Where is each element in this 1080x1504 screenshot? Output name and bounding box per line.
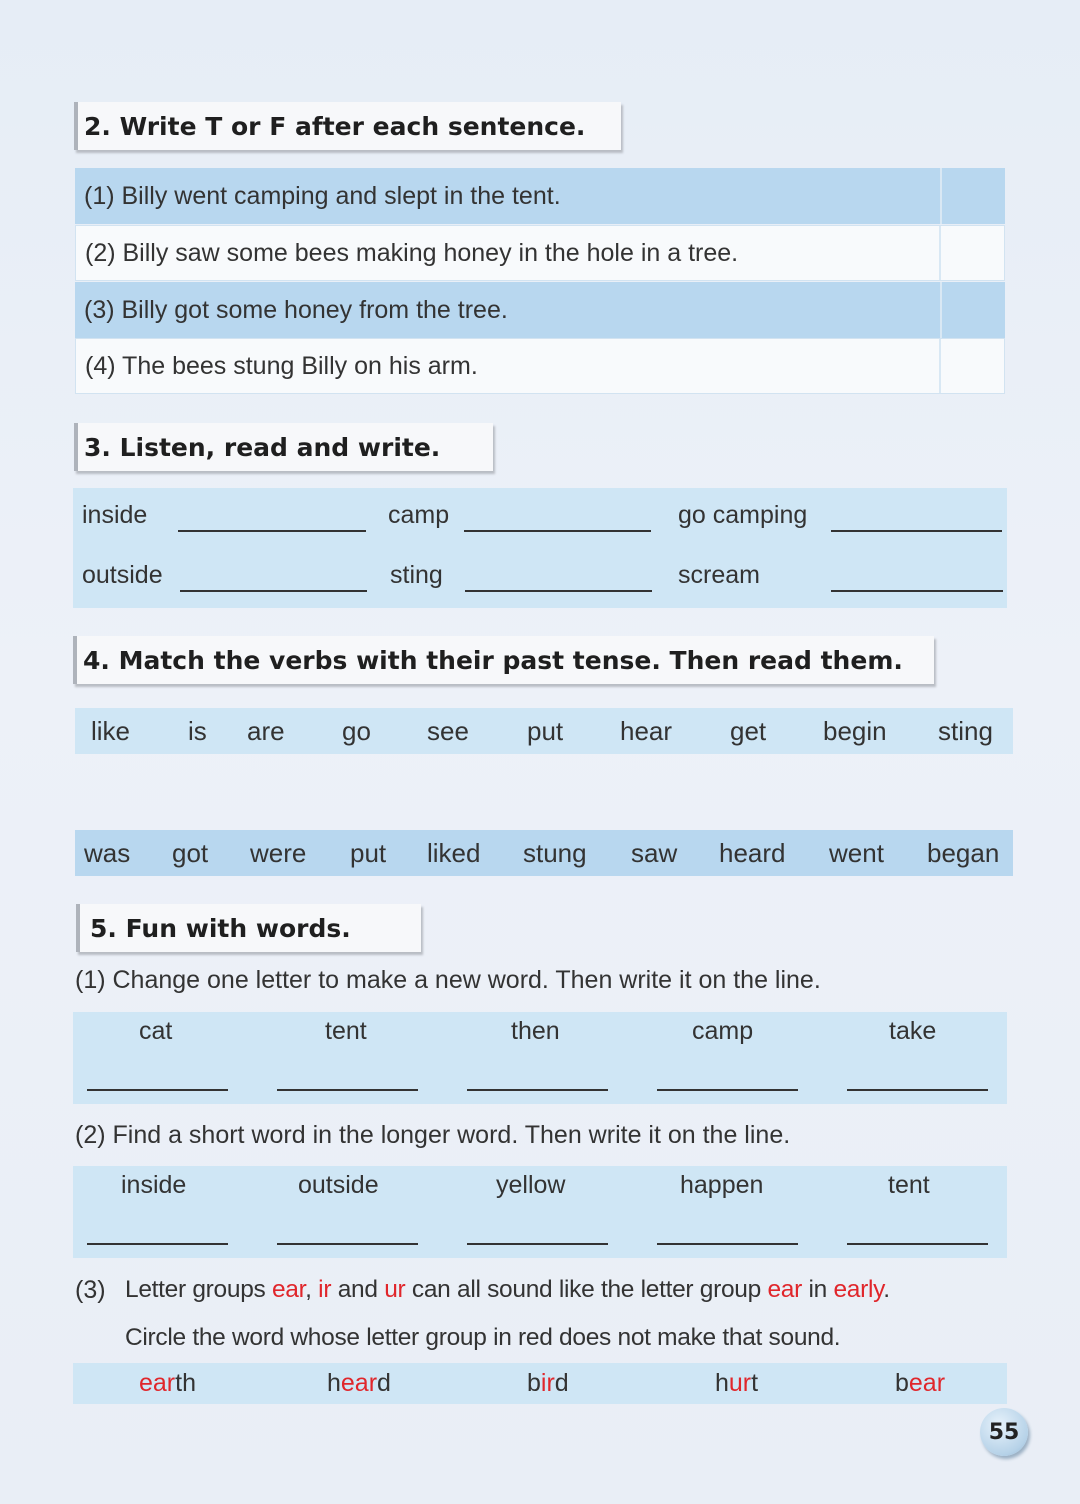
tf-sentence: (2) Billy saw some bees making honey in the hole in a tree. <box>85 238 739 267</box>
circle-word[interactable] <box>139 1369 196 1398</box>
word-yellow: yellow <box>496 1171 566 1199</box>
verbs-strip <box>75 708 1013 754</box>
text: b <box>895 1369 909 1397</box>
word-sting: sting <box>390 561 443 589</box>
answer-line[interactable] <box>657 1089 798 1091</box>
answer-line[interactable] <box>464 530 651 532</box>
red-letters: ear <box>139 1369 176 1397</box>
red-letters: ear <box>767 1276 802 1303</box>
answer-line[interactable] <box>657 1243 798 1245</box>
text: d <box>554 1369 569 1397</box>
verb-item[interactable]: is <box>188 715 207 746</box>
text: . <box>883 1276 890 1303</box>
tf-sentence: (1) Billy went camping and slept in the tent. <box>84 181 561 210</box>
circle-word[interactable] <box>527 1369 569 1398</box>
word-outside: outside <box>82 561 163 589</box>
word-take: take <box>889 1017 937 1045</box>
word-camp: camp <box>388 501 450 529</box>
tf-answer-box[interactable] <box>939 339 1004 393</box>
past-item[interactable]: heard <box>719 837 786 868</box>
red-letters: ur <box>728 1369 752 1397</box>
answer-line[interactable] <box>277 1089 418 1091</box>
answer-line[interactable] <box>87 1089 228 1091</box>
past-item[interactable]: were <box>250 837 307 868</box>
answer-line[interactable] <box>87 1243 228 1245</box>
part3-line1 <box>125 1276 890 1304</box>
answer-line[interactable] <box>847 1243 988 1245</box>
verb-item[interactable]: are <box>247 715 285 746</box>
text: t <box>751 1369 759 1397</box>
circle-word[interactable] <box>327 1369 391 1398</box>
tf-answer-box[interactable] <box>939 226 1004 280</box>
red-letters: early <box>833 1276 884 1303</box>
word-happen: happen <box>680 1171 764 1199</box>
past-tense-strip <box>75 830 1013 876</box>
text: d <box>377 1369 391 1397</box>
text: h <box>715 1369 729 1397</box>
verb-item[interactable]: hear <box>620 715 673 746</box>
tf-row-3 <box>75 282 1005 338</box>
part3-line2: Circle the word whose letter group in red does not make that sound. <box>125 1324 841 1351</box>
text: and <box>331 1276 385 1303</box>
past-item[interactable]: was <box>84 837 131 868</box>
red-letters: ir <box>540 1369 555 1397</box>
answer-line[interactable] <box>180 590 367 592</box>
tf-answer-box[interactable] <box>940 168 1005 224</box>
verb-item[interactable]: get <box>730 715 767 746</box>
past-item[interactable]: began <box>927 837 1000 868</box>
section-5-heading: 5. Fun with words. <box>76 904 421 952</box>
verb-item[interactable]: begin <box>823 715 887 746</box>
word-inside: inside <box>82 501 148 529</box>
past-item[interactable]: saw <box>631 837 678 868</box>
past-item[interactable]: put <box>350 837 387 868</box>
word-cat: cat <box>139 1017 173 1045</box>
tf-row-1 <box>75 168 1005 224</box>
verb-item[interactable]: go <box>342 715 371 746</box>
past-item[interactable]: went <box>829 837 884 868</box>
red-letters: ir <box>318 1276 332 1303</box>
word-inside: inside <box>121 1171 187 1199</box>
answer-line[interactable] <box>847 1089 988 1091</box>
verb-item[interactable]: sting <box>938 715 993 746</box>
verb-item[interactable]: like <box>91 715 131 746</box>
answer-line[interactable] <box>277 1243 418 1245</box>
text: th <box>175 1369 196 1397</box>
tf-row-4 <box>75 338 1005 394</box>
answer-line[interactable] <box>465 590 652 592</box>
text: h <box>327 1369 341 1397</box>
circle-word[interactable] <box>715 1369 758 1398</box>
section-3-heading: 3. Listen, read and write. <box>74 423 493 471</box>
part3-number: (3) <box>75 1276 106 1304</box>
red-letters: ear <box>271 1276 306 1303</box>
word-tent: tent <box>888 1171 930 1199</box>
part2-instruction: (2) Find a short word in the longer word. Then write it on the line. <box>75 1121 791 1149</box>
answer-line[interactable] <box>178 530 366 532</box>
text: , <box>305 1276 319 1303</box>
section-2-heading: 2. Write T or F after each sentence. <box>74 102 621 150</box>
word-scream: scream <box>678 561 760 589</box>
tf-sentence: (3) Billy got some honey from the tree. <box>84 295 508 324</box>
tf-sentence: (4) The bees stung Billy on his arm. <box>85 351 478 380</box>
answer-line[interactable] <box>467 1089 608 1091</box>
red-letters: ur <box>384 1276 406 1303</box>
text: Letter groups <box>125 1276 272 1303</box>
word-then: then <box>511 1017 560 1045</box>
red-letters: ear <box>908 1369 946 1397</box>
red-letters: ear <box>340 1369 378 1397</box>
circle-word[interactable] <box>895 1369 945 1398</box>
page-number: 55 <box>980 1408 1028 1456</box>
answer-line[interactable] <box>831 530 1002 532</box>
text: b <box>527 1369 541 1397</box>
past-item[interactable]: liked <box>427 837 481 868</box>
answer-line[interactable] <box>831 590 1003 592</box>
word-camp: camp <box>692 1017 754 1045</box>
past-item[interactable]: got <box>172 837 209 868</box>
verb-item[interactable]: put <box>527 715 564 746</box>
word-tent: tent <box>325 1017 367 1045</box>
part1-instruction: (1) Change one letter to make a new word. Then write it on the line. <box>75 966 821 994</box>
answer-line[interactable] <box>467 1243 608 1245</box>
word-go-camping: go camping <box>678 501 808 529</box>
text: in <box>801 1276 834 1303</box>
past-item[interactable]: stung <box>523 837 587 868</box>
text: can all sound like the letter group <box>405 1276 768 1303</box>
verb-item[interactable]: see <box>427 715 469 746</box>
section-4-heading: 4. Match the verbs with their past tense. Then read them. <box>73 636 934 684</box>
word-outside: outside <box>298 1171 379 1199</box>
tf-answer-box[interactable] <box>940 282 1005 338</box>
tf-row-2 <box>75 225 1005 281</box>
